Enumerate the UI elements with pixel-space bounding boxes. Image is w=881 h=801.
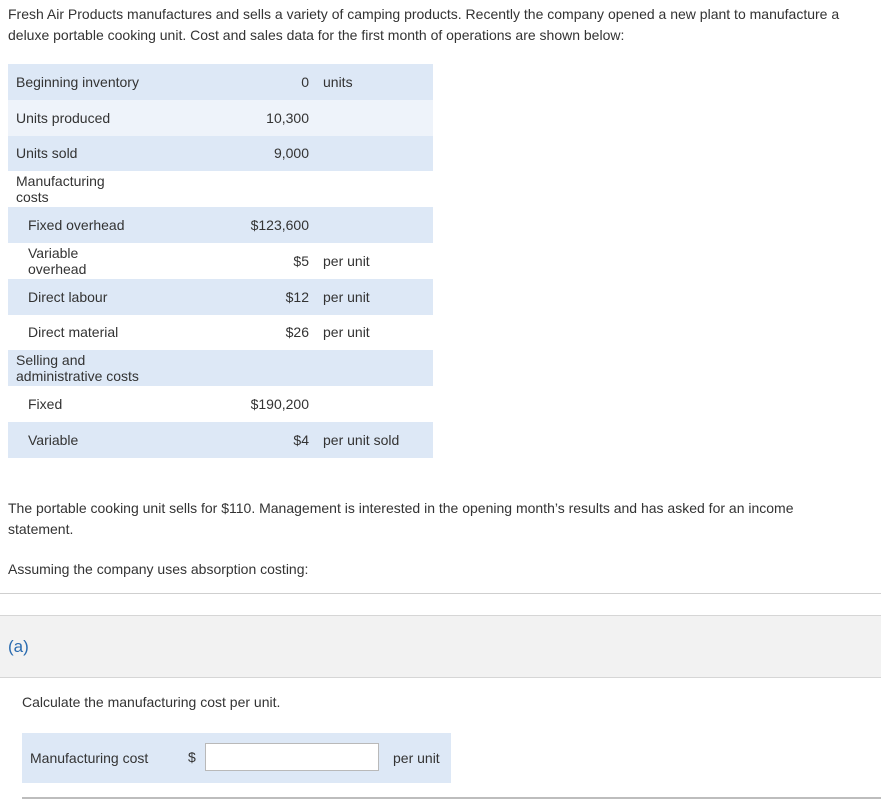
row-label: Direct labour — [8, 279, 139, 315]
row-unit — [315, 136, 433, 172]
row-value: 9,000 — [139, 136, 315, 172]
row-value: 10,300 — [139, 100, 315, 136]
row-label: Fixed overhead — [8, 207, 139, 243]
table-row — [8, 100, 433, 136]
row-label: Variable overhead — [8, 243, 139, 279]
table-row — [8, 279, 433, 315]
answer-unit: per unit — [393, 750, 440, 766]
currency-symbol: $ — [188, 749, 196, 765]
table-row — [8, 350, 433, 386]
row-value: $123,600 — [139, 207, 315, 243]
row-unit — [315, 350, 433, 386]
row-unit: per unit — [315, 243, 433, 279]
row-value: $190,200 — [139, 386, 315, 422]
table-row — [8, 422, 433, 458]
row-unit: units — [315, 64, 433, 100]
row-label: Selling and administrative costs — [8, 350, 139, 386]
row-label: Units sold — [8, 136, 139, 172]
table-row — [8, 386, 433, 422]
table-row — [8, 136, 433, 172]
divider — [22, 797, 881, 799]
costing-method-note: Assuming the company uses absorption costing: — [8, 561, 309, 577]
row-unit: per unit — [315, 315, 433, 351]
table-row — [8, 315, 433, 351]
selling-price-paragraph: The portable cooking unit sells for $110. Management is interested in the opening month’s results and has asked for an income statement. — [8, 500, 794, 537]
row-unit: per unit sold — [315, 422, 433, 458]
row-value: $4 — [139, 422, 315, 458]
table-row — [8, 171, 433, 207]
row-unit — [315, 171, 433, 207]
row-label: Units produced — [8, 100, 139, 136]
divider — [0, 593, 881, 594]
row-value — [139, 171, 315, 207]
answer-row — [22, 733, 451, 783]
row-unit — [315, 386, 433, 422]
manufacturing-cost-input[interactable] — [205, 743, 379, 771]
row-value: $26 — [139, 315, 315, 351]
question-text: Calculate the manufacturing cost per unit. — [22, 694, 281, 710]
row-value: $12 — [139, 279, 315, 315]
row-unit — [315, 100, 433, 136]
cost-data-table — [8, 64, 433, 458]
row-label: Beginning inventory — [8, 64, 139, 100]
problem-intro: Fresh Air Products manufactures and sells a variety of camping products. Recently the company opened a new plant to manufacture a deluxe portable cooking unit. Cost and sales data for the first month of operations are shown below: — [8, 6, 840, 43]
part-label: (a) — [8, 637, 29, 656]
row-label: Variable — [8, 422, 139, 458]
row-unit: per unit — [315, 279, 433, 315]
row-value: $5 — [139, 243, 315, 279]
row-label: Direct material — [8, 315, 139, 351]
row-value: 0 — [139, 64, 315, 100]
part-header — [0, 615, 881, 678]
row-label: Manufacturing costs — [8, 171, 139, 207]
row-unit — [315, 207, 433, 243]
table-row — [8, 64, 433, 100]
table-row — [8, 243, 433, 279]
answer-label: Manufacturing cost — [30, 750, 149, 766]
row-label: Fixed — [8, 386, 139, 422]
table-row — [8, 207, 433, 243]
row-value — [139, 350, 315, 386]
